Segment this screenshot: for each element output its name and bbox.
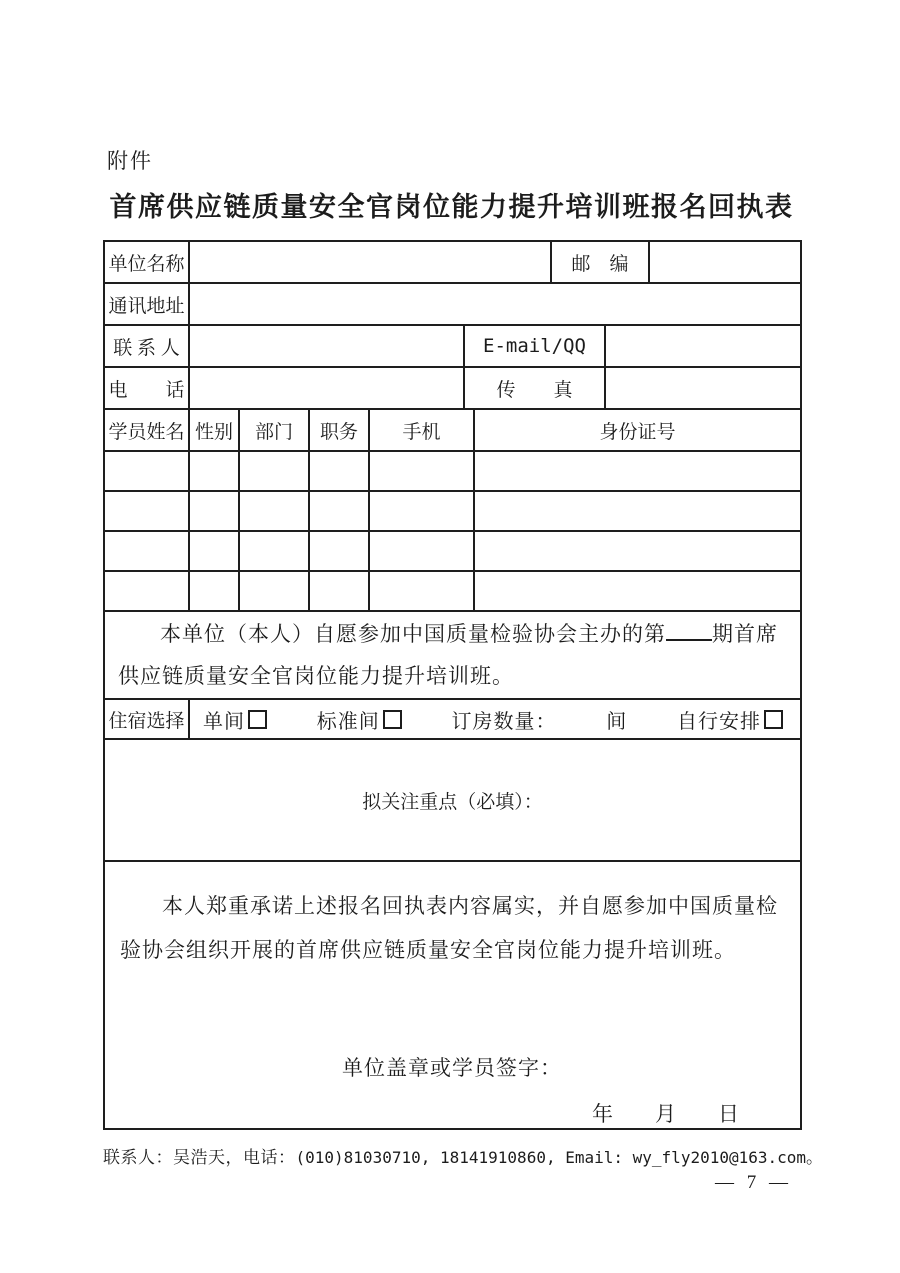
page-title: 首席供应链质量安全官岗位能力提升培训班报名回执表 [109, 192, 794, 222]
mobile-header: 手机 [369, 409, 474, 451]
table-row [104, 367, 801, 409]
footer-contact-numbers: (010)81030710, 18141910860, Email: wy_fly2010@163.com [295, 1148, 807, 1167]
student-row [104, 571, 801, 611]
declaration-line-2: 验协会组织开展的首席供应链质量安全官岗位能力提升培训班。 [120, 938, 736, 962]
student-row [104, 451, 801, 491]
students-header-row [104, 409, 801, 451]
postal-code-field[interactable] [649, 241, 801, 283]
position-field[interactable] [309, 451, 369, 491]
session-number-blank[interactable] [666, 621, 712, 641]
email-qq-label: E-mail/QQ [464, 325, 605, 367]
standard-room-label: 标准间 [316, 710, 380, 733]
student-name-field[interactable] [104, 571, 189, 611]
department-header: 部门 [239, 409, 309, 451]
table-row [104, 283, 801, 325]
single-room-option [203, 705, 267, 734]
focus-row [104, 739, 801, 861]
unit-name-label: 单位名称 [104, 241, 189, 283]
table-row [104, 325, 801, 367]
student-name-field[interactable] [104, 531, 189, 571]
mobile-field[interactable] [369, 571, 474, 611]
id-number-field[interactable] [474, 451, 801, 491]
gender-field[interactable] [189, 491, 239, 531]
enrollment-row [104, 611, 801, 699]
mobile-field[interactable] [369, 451, 474, 491]
self-arranged-checkbox[interactable] [764, 710, 783, 729]
position-field[interactable] [309, 571, 369, 611]
enrollment-statement [108, 613, 797, 697]
accommodation-row [104, 699, 801, 739]
mobile-field[interactable] [369, 491, 474, 531]
department-field[interactable] [239, 491, 309, 531]
position-field[interactable] [309, 531, 369, 571]
position-header: 职务 [309, 409, 369, 451]
gender-field[interactable] [189, 451, 239, 491]
student-name-field[interactable] [104, 451, 189, 491]
contact-person-field[interactable] [189, 325, 464, 367]
footer-contact-info [103, 1143, 824, 1168]
address-field[interactable] [189, 283, 801, 325]
id-number-field[interactable] [474, 491, 801, 531]
student-name-field[interactable] [104, 491, 189, 531]
address-label: 通讯地址 [104, 283, 189, 325]
declaration-row [104, 861, 801, 1129]
enrollment-text-1: 本单位（本人）自愿参加中国质量检验协会主办的第 [160, 622, 666, 646]
contact-person-label: 联 系 人 [104, 325, 189, 367]
self-arranged-label: 自行安排 [677, 710, 761, 733]
student-row [104, 531, 801, 571]
standard-room-checkbox[interactable] [383, 710, 402, 729]
enrollment-text-2: 期首席 [712, 622, 778, 646]
focus-field[interactable] [104, 739, 801, 861]
self-arranged-option [677, 705, 783, 734]
mobile-field[interactable] [369, 531, 474, 571]
attachment-label: 附件 [107, 149, 153, 173]
gender-field[interactable] [189, 571, 239, 611]
email-qq-field[interactable] [605, 325, 801, 367]
signature-label: 单位盖章或学员签字： [342, 1056, 562, 1080]
department-field[interactable] [239, 451, 309, 491]
standard-room-option [317, 705, 402, 734]
department-field[interactable] [239, 531, 309, 571]
phone-field[interactable] [189, 367, 464, 409]
booking-qty-label: 订房数量： [451, 710, 557, 733]
single-room-checkbox[interactable] [248, 710, 267, 729]
student-row [104, 491, 801, 531]
fax-label: 传 真 [464, 367, 605, 409]
focus-label: 拟关注重点（必填）： [362, 791, 543, 813]
fax-field[interactable] [605, 367, 801, 409]
single-room-label: 单间 [203, 710, 245, 733]
gender-field[interactable] [189, 531, 239, 571]
footer-contact-suffix: 。 [806, 1148, 824, 1167]
footer-contact-prefix: 联系人：吴浩天，电话： [103, 1148, 296, 1167]
date-label: 年 月 日 [592, 1102, 740, 1126]
id-number-field[interactable] [474, 531, 801, 571]
postal-code-label: 邮 编 [551, 241, 649, 283]
gender-header: 性别 [189, 409, 239, 451]
declaration-text [108, 862, 797, 972]
booking-qty-unit: 间 [606, 710, 628, 733]
unit-name-field[interactable] [189, 241, 551, 283]
id-number-header: 身份证号 [474, 409, 801, 451]
enrollment-text-3: 供应链质量安全官岗位能力提升培训班。 [118, 664, 514, 688]
accommodation-label: 住宿选择 [104, 699, 189, 739]
phone-label: 电 话 [104, 367, 189, 409]
department-field[interactable] [239, 571, 309, 611]
id-number-field[interactable] [474, 571, 801, 611]
position-field[interactable] [309, 491, 369, 531]
page-number: — 7 — [715, 1172, 792, 1193]
declaration-line-1: 本人郑重承诺上述报名回执表内容属实，并自愿参加中国质量检 [162, 894, 778, 918]
registration-form-table [103, 240, 802, 1130]
table-row [104, 241, 801, 283]
student-name-header: 学员姓名 [104, 409, 189, 451]
